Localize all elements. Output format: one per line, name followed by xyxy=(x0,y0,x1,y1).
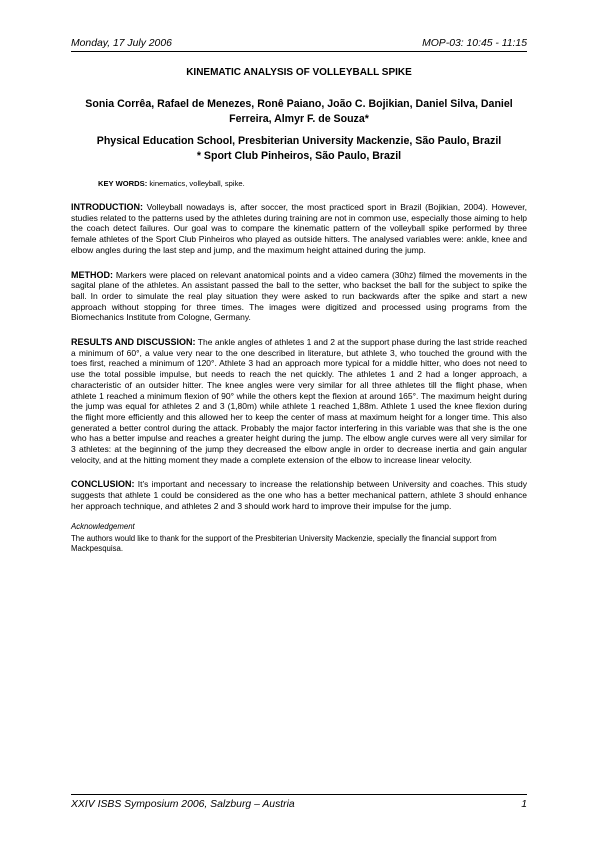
section-method xyxy=(71,270,527,324)
section-heading: RESULTS AND DISCUSSION: xyxy=(71,337,196,348)
page-number: 1 xyxy=(521,799,527,810)
section-introduction xyxy=(71,202,527,256)
page-header xyxy=(71,38,527,52)
affiliation-primary: Physical Education School, Presbiterian University Mackenzie, São Paulo, Brazil xyxy=(96,135,502,147)
keywords-text: kinematics, volleyball, spike. xyxy=(147,179,245,188)
keywords xyxy=(98,179,527,188)
section-text: Markers were placed on relevant anatomical points and a video camera (30hz) filmed the movements in the sagital plane of the athletes. An assistant passed the ball to the setter, who backset the ball for the subject to spike the ball. In order to simulate the real play situation they were asked to run backwards after the spike and start a new approach without stopping for three times. The images were digitized and processed using programs from the Biomechanics Institute from Cologne, Germany. xyxy=(71,269,527,323)
section-heading: METHOD: xyxy=(71,269,113,280)
section-text: It’s important and necessary to increase the relationship between University and coaches. This study suggests that athlete 1 could be considered as the one who has a better mechanical pattern, athlete 3 should enhance her approach technique, and athletes 2 and 3 should work hard to improve their impulse for the jump. xyxy=(71,479,527,511)
keywords-label: KEY WORDS: xyxy=(98,179,148,188)
section-text: Volleyball nowadays is, after soccer, the most practiced sport in Brazil (Bojikian, 2004). However, studies related to the patterns used by the athletes during training are not in common use, especially those aiming to help the coach detect failures. Our goal was to compare the kinematic pattern of the volleyball spike performed by three female athletes of the Sport Club Pinheiros who played as outside hitters. The analysed variables were: ankle, knee and elbow angles during the last step and jump, and the maximum height attained during the jump. xyxy=(71,202,527,255)
section-conclusion xyxy=(71,479,527,511)
affiliations xyxy=(71,134,527,164)
section-heading: INTRODUCTION: xyxy=(71,202,143,212)
header-session: MOP-03: 10:45 - 11:15 xyxy=(422,38,527,49)
header-date: Monday, 17 July 2006 xyxy=(71,38,172,49)
paper-body xyxy=(71,67,527,554)
footer-venue: XXIV ISBS Symposium 2006, Salzburg – Austria xyxy=(71,799,295,810)
page-footer xyxy=(71,794,527,810)
affiliation-secondary: * Sport Club Pinheiros, São Paulo, Brazil xyxy=(196,150,402,162)
section-results xyxy=(71,337,527,465)
acknowledgement-heading: Acknowledgement xyxy=(71,521,135,531)
section-heading: CONCLUSION: xyxy=(71,479,135,490)
paper-title: KINEMATIC ANALYSIS OF VOLLEYBALL SPIKE xyxy=(186,67,412,78)
acknowledgement-text: The authors would like to thank for the support of the Presbiterian University Mackenzie, specially the financial support from Mackpesquisa. xyxy=(71,533,497,553)
section-text: The ankle angles of athletes 1 and 2 at the support phase during the last stride reached a minimum of 60°, a value very near to the one described in literature, but athlete 3, who touched the ground with the toes first, reached a minimum of 120°. Athlete 3 had an approach more typical for a middle hitter, who does not need to use the total possible impulse, but needs to reach the net quickly. The athletes 1 and 2 had a longer approach, a characteristic of an outsider hitter. The knee angles were very similar for all three athletes till the flight phase, when athlete 1 reached a minimum flexion of 90° while the others kept the flexion at around 165°. The maximum height during the jump was equal for athletes 2 and 3 (1,80m) while athlete 1 reached 1,88m. Athlete 1 used the knee flexion during the flight more efficiently and this allowed her to keep the center of mass at maximum height for a longer time. This also generated a better control during the attack. Probably the major factor interfering in this variable was that she is the one who has a better impulse and reaches a greater height during the jump. The elbow angle curves were all very similar for 3 athletes: at the beginning of the jump they decreased the elbow angle in order to decrease inertia and gain angular velocity, and at the hitting moment they made a complete extension of the elbow to increase linear velocity. xyxy=(71,337,528,465)
author-list: Sonia Corrêa, Rafael de Menezes, Ronê Paiano, João C. Bojikian, Daniel Silva, Daniel Ferreira, Almyr F. de Souza* xyxy=(85,98,513,125)
